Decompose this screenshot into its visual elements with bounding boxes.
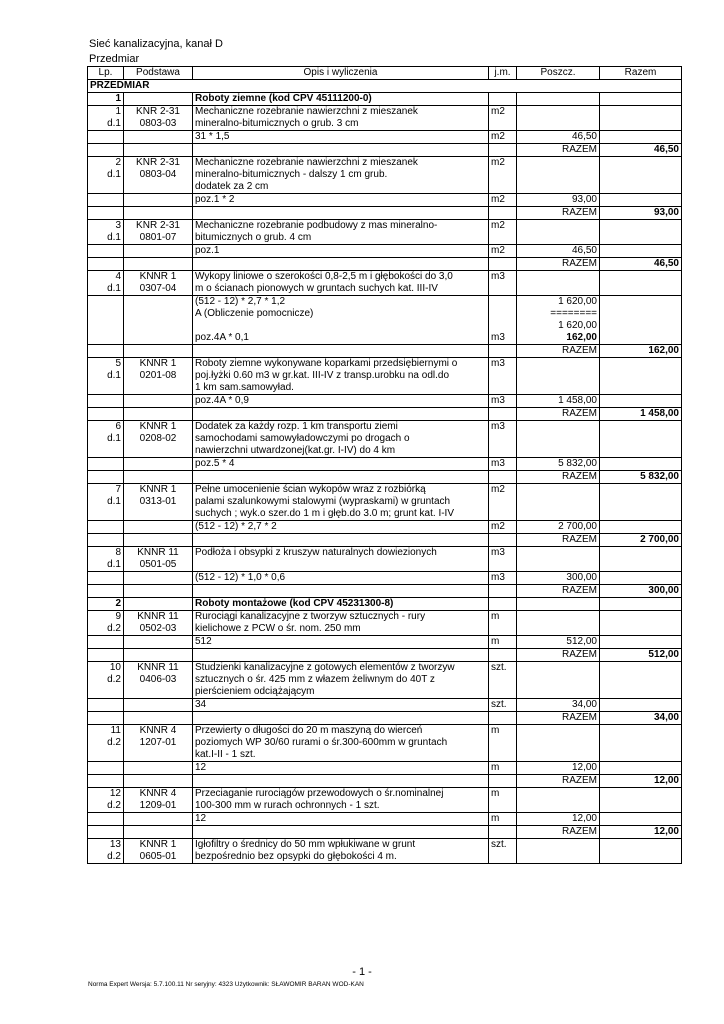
- calc-line: 1 620,00: [558, 296, 597, 307]
- description: [193, 534, 489, 547]
- header-lp: Lp.: [88, 67, 124, 80]
- calc-line: 1 620,00: [558, 320, 597, 331]
- item-row: [88, 662, 682, 699]
- unit: [489, 345, 517, 358]
- partial-value: 5 832,00: [517, 458, 600, 471]
- basis-code: [124, 585, 193, 598]
- basis-code: [124, 258, 193, 271]
- item-number: [88, 699, 124, 712]
- unit: m2: [489, 157, 517, 194]
- description: poz.5 * 4: [193, 458, 489, 471]
- description: Studzienki kanalizacyjne z gotowych elementów z tworzyw sztucznych o śr. 425 mm z włazem żeliwnym do 40T z pierścieniem odciążającym: [193, 662, 489, 699]
- unit: m3: [489, 358, 517, 395]
- partial-value: 2 700,00: [517, 521, 600, 534]
- unit: m: [489, 762, 517, 775]
- partial-value: [517, 547, 600, 572]
- basis-code: KNNR 11 0501-05: [124, 547, 193, 572]
- basis-code: KNNR 4 1209-01: [124, 788, 193, 813]
- partial-value: [517, 271, 600, 296]
- partial-value: [517, 358, 600, 395]
- description: 34: [193, 699, 489, 712]
- unit: m2: [489, 194, 517, 207]
- description: [193, 144, 489, 157]
- item-number: [88, 408, 124, 421]
- item-row: [88, 547, 682, 572]
- description: [193, 258, 489, 271]
- total-value: [600, 106, 682, 131]
- description: Roboty ziemne wykonywane koparkami przedsiębiernymi o poj.łyżki 0.60 m3 w gr.kat. III-IV z transp.urobku na odl.do 1 km sam.samowyład.: [193, 358, 489, 395]
- item-number: [88, 395, 124, 408]
- item-number: 13 d.2: [88, 839, 124, 864]
- description: Mechaniczne rozebranie nawierzchni z mieszanek mineralno-bitumicznych - dalszy 1 cm grub. dodatek za 2 cm: [193, 157, 489, 194]
- unit: m3: [489, 572, 517, 585]
- basis-code: KNNR 11 0502-03: [124, 611, 193, 636]
- total-row: [88, 712, 682, 725]
- total-value: [600, 271, 682, 296]
- total-row: [88, 207, 682, 220]
- basis-code: KNNR 1 0201-08: [124, 358, 193, 395]
- unit: [489, 207, 517, 220]
- basis-code: KNR 2-31 0803-03: [124, 106, 193, 131]
- basis-code: [124, 345, 193, 358]
- item-number: [88, 585, 124, 598]
- item-number: [88, 712, 124, 725]
- item-number: [88, 296, 124, 345]
- item-row: [88, 839, 682, 864]
- basis-code: KNNR 11 0406-03: [124, 662, 193, 699]
- header-razem: Razem: [600, 67, 682, 80]
- total-value: [600, 358, 682, 395]
- total-value: [600, 611, 682, 636]
- total-row: [88, 585, 682, 598]
- total-value: 512,00: [600, 649, 682, 662]
- item-number: [88, 144, 124, 157]
- unit: m: [489, 788, 517, 813]
- description: [193, 585, 489, 598]
- partial-value: 46,50: [517, 131, 600, 144]
- total-row: [88, 144, 682, 157]
- basis-code: KNNR 1 0313-01: [124, 484, 193, 521]
- unit: m3: [489, 547, 517, 572]
- partial-value: [517, 725, 600, 762]
- basis-code: [124, 649, 193, 662]
- unit: m3: [489, 458, 517, 471]
- partial-value: RAZEM: [517, 775, 600, 788]
- item-row: [88, 220, 682, 245]
- total-value: 93,00: [600, 207, 682, 220]
- basis-code: [124, 762, 193, 775]
- total-row: [88, 471, 682, 484]
- partial-value: [517, 296, 600, 345]
- item-number: [88, 636, 124, 649]
- calc-row: [88, 296, 682, 345]
- description: Podłoża i obsypki z kruszyw naturalnych dowiezionych: [193, 547, 489, 572]
- section-row: [88, 80, 682, 93]
- item-number: [88, 245, 124, 258]
- unit: m3: [489, 421, 517, 458]
- total-value: [600, 788, 682, 813]
- total-value: 46,50: [600, 258, 682, 271]
- partial-value: [517, 421, 600, 458]
- calc-row: [88, 521, 682, 534]
- unit: [489, 598, 517, 611]
- basis-code: [124, 144, 193, 157]
- total-value: [600, 194, 682, 207]
- item-number: 2: [88, 598, 124, 611]
- total-value: [600, 220, 682, 245]
- unit: szt.: [489, 662, 517, 699]
- item-number: 6 d.1: [88, 421, 124, 458]
- partial-value: RAZEM: [517, 649, 600, 662]
- item-number: 12 d.2: [88, 788, 124, 813]
- total-value: 12,00: [600, 775, 682, 788]
- partial-value: [517, 788, 600, 813]
- unit: m3: [489, 271, 517, 296]
- total-value: [600, 699, 682, 712]
- total-value: 46,50: [600, 144, 682, 157]
- group-row: [88, 598, 682, 611]
- partial-value: RAZEM: [517, 207, 600, 220]
- item-row: [88, 358, 682, 395]
- calc-row: [88, 458, 682, 471]
- partial-value: 300,00: [517, 572, 600, 585]
- basis-code: KNNR 1 0208-02: [124, 421, 193, 458]
- partial-value: [517, 220, 600, 245]
- partial-value: 34,00: [517, 699, 600, 712]
- total-value: [600, 157, 682, 194]
- description: Roboty montażowe (kod CPV 45231300-8): [193, 598, 489, 611]
- calc-row: [88, 813, 682, 826]
- basis-code: KNR 2-31 0803-04: [124, 157, 193, 194]
- partial-value: RAZEM: [517, 534, 600, 547]
- basis-code: [124, 207, 193, 220]
- software-info: Norma Expert Wersja: 5.7.100.11 Nr seryjny: 4323 Użytkownik: SŁAWOMIR BARAN WOD-KAN: [88, 981, 364, 988]
- unit: [489, 408, 517, 421]
- item-number: 11 d.2: [88, 725, 124, 762]
- total-value: 162,00: [600, 345, 682, 358]
- item-number: 5 d.1: [88, 358, 124, 395]
- unit: [489, 144, 517, 157]
- description: Przewierty o długości do 20 m maszyną do wierceń poziomych WP 30/60 rurami o śr.300-600mm w gruntach kat.I-II - 1 szt.: [193, 725, 489, 762]
- item-number: [88, 775, 124, 788]
- item-row: [88, 106, 682, 131]
- item-row: [88, 271, 682, 296]
- item-row: [88, 725, 682, 762]
- unit: m: [489, 611, 517, 636]
- total-value: 2 700,00: [600, 534, 682, 547]
- item-row: [88, 484, 682, 521]
- total-value: 12,00: [600, 826, 682, 839]
- item-row: [88, 611, 682, 636]
- total-value: [600, 296, 682, 345]
- total-row: [88, 258, 682, 271]
- item-number: [88, 258, 124, 271]
- basis-code: [124, 572, 193, 585]
- basis-code: KNNR 1 0307-04: [124, 271, 193, 296]
- description: Rurociągi kanalizacyjne z tworzyw sztucznych - rury kielichowe z PCW o śr. nom. 250 mm: [193, 611, 489, 636]
- total-value: [600, 421, 682, 458]
- item-row: [88, 788, 682, 813]
- group-row: [88, 93, 682, 106]
- description: 12: [193, 762, 489, 775]
- item-number: [88, 534, 124, 547]
- unit: [489, 93, 517, 106]
- basis-code: [124, 296, 193, 345]
- item-number: 2 d.1: [88, 157, 124, 194]
- partial-value: 512,00: [517, 636, 600, 649]
- calc-line: ========: [550, 308, 597, 319]
- item-number: 8 d.1: [88, 547, 124, 572]
- calc-row: [88, 395, 682, 408]
- description: [193, 471, 489, 484]
- basis-code: [124, 712, 193, 725]
- description: Przeciaganie rurociągów przewodowych o śr.nominalnej 100-300 mm w rurach ochronnych - 1 szt.: [193, 788, 489, 813]
- unit: m3: [489, 296, 517, 345]
- item-number: [88, 207, 124, 220]
- item-number: 3 d.1: [88, 220, 124, 245]
- total-row: [88, 345, 682, 358]
- item-number: 9 d.2: [88, 611, 124, 636]
- item-number: [88, 194, 124, 207]
- partial-value: RAZEM: [517, 826, 600, 839]
- description: Igłofiltry o średnicy do 50 mm wpłukiwane w grunt bezpośrednio bez opsypki do głębokości 4 m.: [193, 839, 489, 864]
- unit: szt.: [489, 839, 517, 864]
- basis-code: [124, 194, 193, 207]
- partial-value: RAZEM: [517, 585, 600, 598]
- calc-line: 162,00: [566, 332, 597, 343]
- partial-value: 1 458,00: [517, 395, 600, 408]
- description: [193, 345, 489, 358]
- item-number: [88, 345, 124, 358]
- calc-row: [88, 131, 682, 144]
- header-jm: j.m.: [489, 67, 517, 80]
- calc-row: [88, 245, 682, 258]
- unit: [489, 471, 517, 484]
- total-row: [88, 649, 682, 662]
- total-value: [600, 598, 682, 611]
- unit: [489, 258, 517, 271]
- total-value: [600, 395, 682, 408]
- description: [193, 712, 489, 725]
- unit: m: [489, 725, 517, 762]
- partial-value: [517, 598, 600, 611]
- unit: [489, 585, 517, 598]
- description: 31 * 1,5: [193, 131, 489, 144]
- description: (512 - 12) * 1,0 * 0,6: [193, 572, 489, 585]
- total-row: [88, 534, 682, 547]
- unit: m2: [489, 484, 517, 521]
- total-value: [600, 484, 682, 521]
- page-number: - 1 -: [352, 966, 372, 978]
- unit: m2: [489, 131, 517, 144]
- total-value: 300,00: [600, 585, 682, 598]
- partial-value: [517, 157, 600, 194]
- partial-value: RAZEM: [517, 408, 600, 421]
- basis-code: [124, 826, 193, 839]
- description: [193, 408, 489, 421]
- basis-code: [124, 471, 193, 484]
- partial-value: 93,00: [517, 194, 600, 207]
- basis-code: [124, 408, 193, 421]
- item-number: 1 d.1: [88, 106, 124, 131]
- unit: m: [489, 636, 517, 649]
- total-value: [600, 839, 682, 864]
- total-value: [600, 662, 682, 699]
- description: [193, 826, 489, 839]
- item-row: [88, 157, 682, 194]
- total-row: [88, 826, 682, 839]
- basis-code: [124, 775, 193, 788]
- header-opis: Opis i wyliczenia: [193, 67, 489, 80]
- item-number: [88, 813, 124, 826]
- total-row: [88, 408, 682, 421]
- basis-code: [124, 131, 193, 144]
- calc-row: [88, 762, 682, 775]
- description: 512: [193, 636, 489, 649]
- total-value: [600, 636, 682, 649]
- item-number: [88, 131, 124, 144]
- basis-code: [124, 598, 193, 611]
- unit: [489, 649, 517, 662]
- unit: m2: [489, 106, 517, 131]
- header-podstawa: Podstawa: [124, 67, 193, 80]
- item-number: [88, 471, 124, 484]
- basis-code: [124, 636, 193, 649]
- partial-value: RAZEM: [517, 471, 600, 484]
- item-number: [88, 762, 124, 775]
- item-number: 4 d.1: [88, 271, 124, 296]
- section-label: PRZEDMIAR: [88, 80, 682, 93]
- total-value: [600, 93, 682, 106]
- document-subtitle: Przedmiar: [89, 53, 140, 65]
- item-number: [88, 521, 124, 534]
- calc-row: [88, 636, 682, 649]
- total-value: [600, 572, 682, 585]
- description: Pełne umocenienie ścian wykopów wraz z rozbiórką palami szalunkowymi stalowymi (wypraskami) w gruntach suchych ; wyk.o szer.do 1 m i głęb.do 3.0 m; grunt kat. I-IV: [193, 484, 489, 521]
- cost-estimate-table: [87, 66, 682, 864]
- unit: m2: [489, 220, 517, 245]
- partial-value: 12,00: [517, 813, 600, 826]
- partial-value: RAZEM: [517, 144, 600, 157]
- description: Mechaniczne rozebranie podbudowy z mas mineralno- bitumicznych o grub. 4 cm: [193, 220, 489, 245]
- partial-value: [517, 93, 600, 106]
- unit: [489, 775, 517, 788]
- description: poz.4A * 0,9: [193, 395, 489, 408]
- description: (512 - 12) * 2,7 * 2: [193, 521, 489, 534]
- basis-code: [124, 93, 193, 106]
- partial-value: [517, 106, 600, 131]
- partial-value: RAZEM: [517, 345, 600, 358]
- basis-code: [124, 245, 193, 258]
- total-value: 34,00: [600, 712, 682, 725]
- item-row: [88, 421, 682, 458]
- partial-value: [517, 484, 600, 521]
- item-number: 10 d.2: [88, 662, 124, 699]
- basis-code: KNNR 4 1207-01: [124, 725, 193, 762]
- total-value: [600, 813, 682, 826]
- basis-code: KNR 2-31 0801-07: [124, 220, 193, 245]
- description: Roboty ziemne (kod CPV 45111200-0): [193, 93, 489, 106]
- basis-code: [124, 699, 193, 712]
- description: Wykopy liniowe o szerokości 0,8-2,5 m i głębokości do 3,0 m o ścianach pionowych w gruntach suchych kat. III-IV: [193, 271, 489, 296]
- partial-value: [517, 611, 600, 636]
- basis-code: KNNR 1 0605-01: [124, 839, 193, 864]
- total-value: 5 832,00: [600, 471, 682, 484]
- header-poszcz: Poszcz.: [517, 67, 600, 80]
- unit: m: [489, 813, 517, 826]
- calc-row: [88, 194, 682, 207]
- basis-code: [124, 813, 193, 826]
- partial-value: 12,00: [517, 762, 600, 775]
- partial-value: 46,50: [517, 245, 600, 258]
- unit: [489, 712, 517, 725]
- basis-code: [124, 521, 193, 534]
- unit: szt.: [489, 699, 517, 712]
- item-number: [88, 458, 124, 471]
- partial-value: RAZEM: [517, 712, 600, 725]
- total-value: [600, 458, 682, 471]
- document-title: Sieć kanalizacyjna, kanał D: [89, 38, 223, 50]
- total-value: [600, 521, 682, 534]
- description: (512 - 12) * 2,7 * 1,2 A (Obliczenie pomocnicze) poz.4A * 0,1: [193, 296, 489, 345]
- description: Mechaniczne rozebranie nawierzchni z mieszanek mineralno-bitumicznych o grub. 3 cm: [193, 106, 489, 131]
- basis-code: [124, 534, 193, 547]
- description: poz.1 * 2: [193, 194, 489, 207]
- description: [193, 207, 489, 220]
- total-value: [600, 725, 682, 762]
- partial-value: RAZEM: [517, 258, 600, 271]
- unit: [489, 826, 517, 839]
- calc-row: [88, 699, 682, 712]
- item-number: [88, 826, 124, 839]
- unit: m2: [489, 245, 517, 258]
- table-header-row: [88, 67, 682, 80]
- description: poz.1: [193, 245, 489, 258]
- item-number: [88, 572, 124, 585]
- basis-code: [124, 458, 193, 471]
- basis-code: [124, 395, 193, 408]
- unit: [489, 534, 517, 547]
- total-value: [600, 245, 682, 258]
- description: Dodatek za każdy rozp. 1 km transportu ziemi samochodami samowyładowczymi po drogach o nawierzchni utwardzonej(kat.gr. I-IV) do 4 km: [193, 421, 489, 458]
- item-number: 1: [88, 93, 124, 106]
- total-row: [88, 775, 682, 788]
- unit: m2: [489, 521, 517, 534]
- total-value: [600, 131, 682, 144]
- partial-value: [517, 839, 600, 864]
- calc-row: [88, 572, 682, 585]
- item-number: 7 d.1: [88, 484, 124, 521]
- total-value: 1 458,00: [600, 408, 682, 421]
- unit: m3: [489, 395, 517, 408]
- description: 12: [193, 813, 489, 826]
- total-value: [600, 762, 682, 775]
- partial-value: [517, 662, 600, 699]
- description: [193, 649, 489, 662]
- item-number: [88, 649, 124, 662]
- description: [193, 775, 489, 788]
- total-value: [600, 547, 682, 572]
